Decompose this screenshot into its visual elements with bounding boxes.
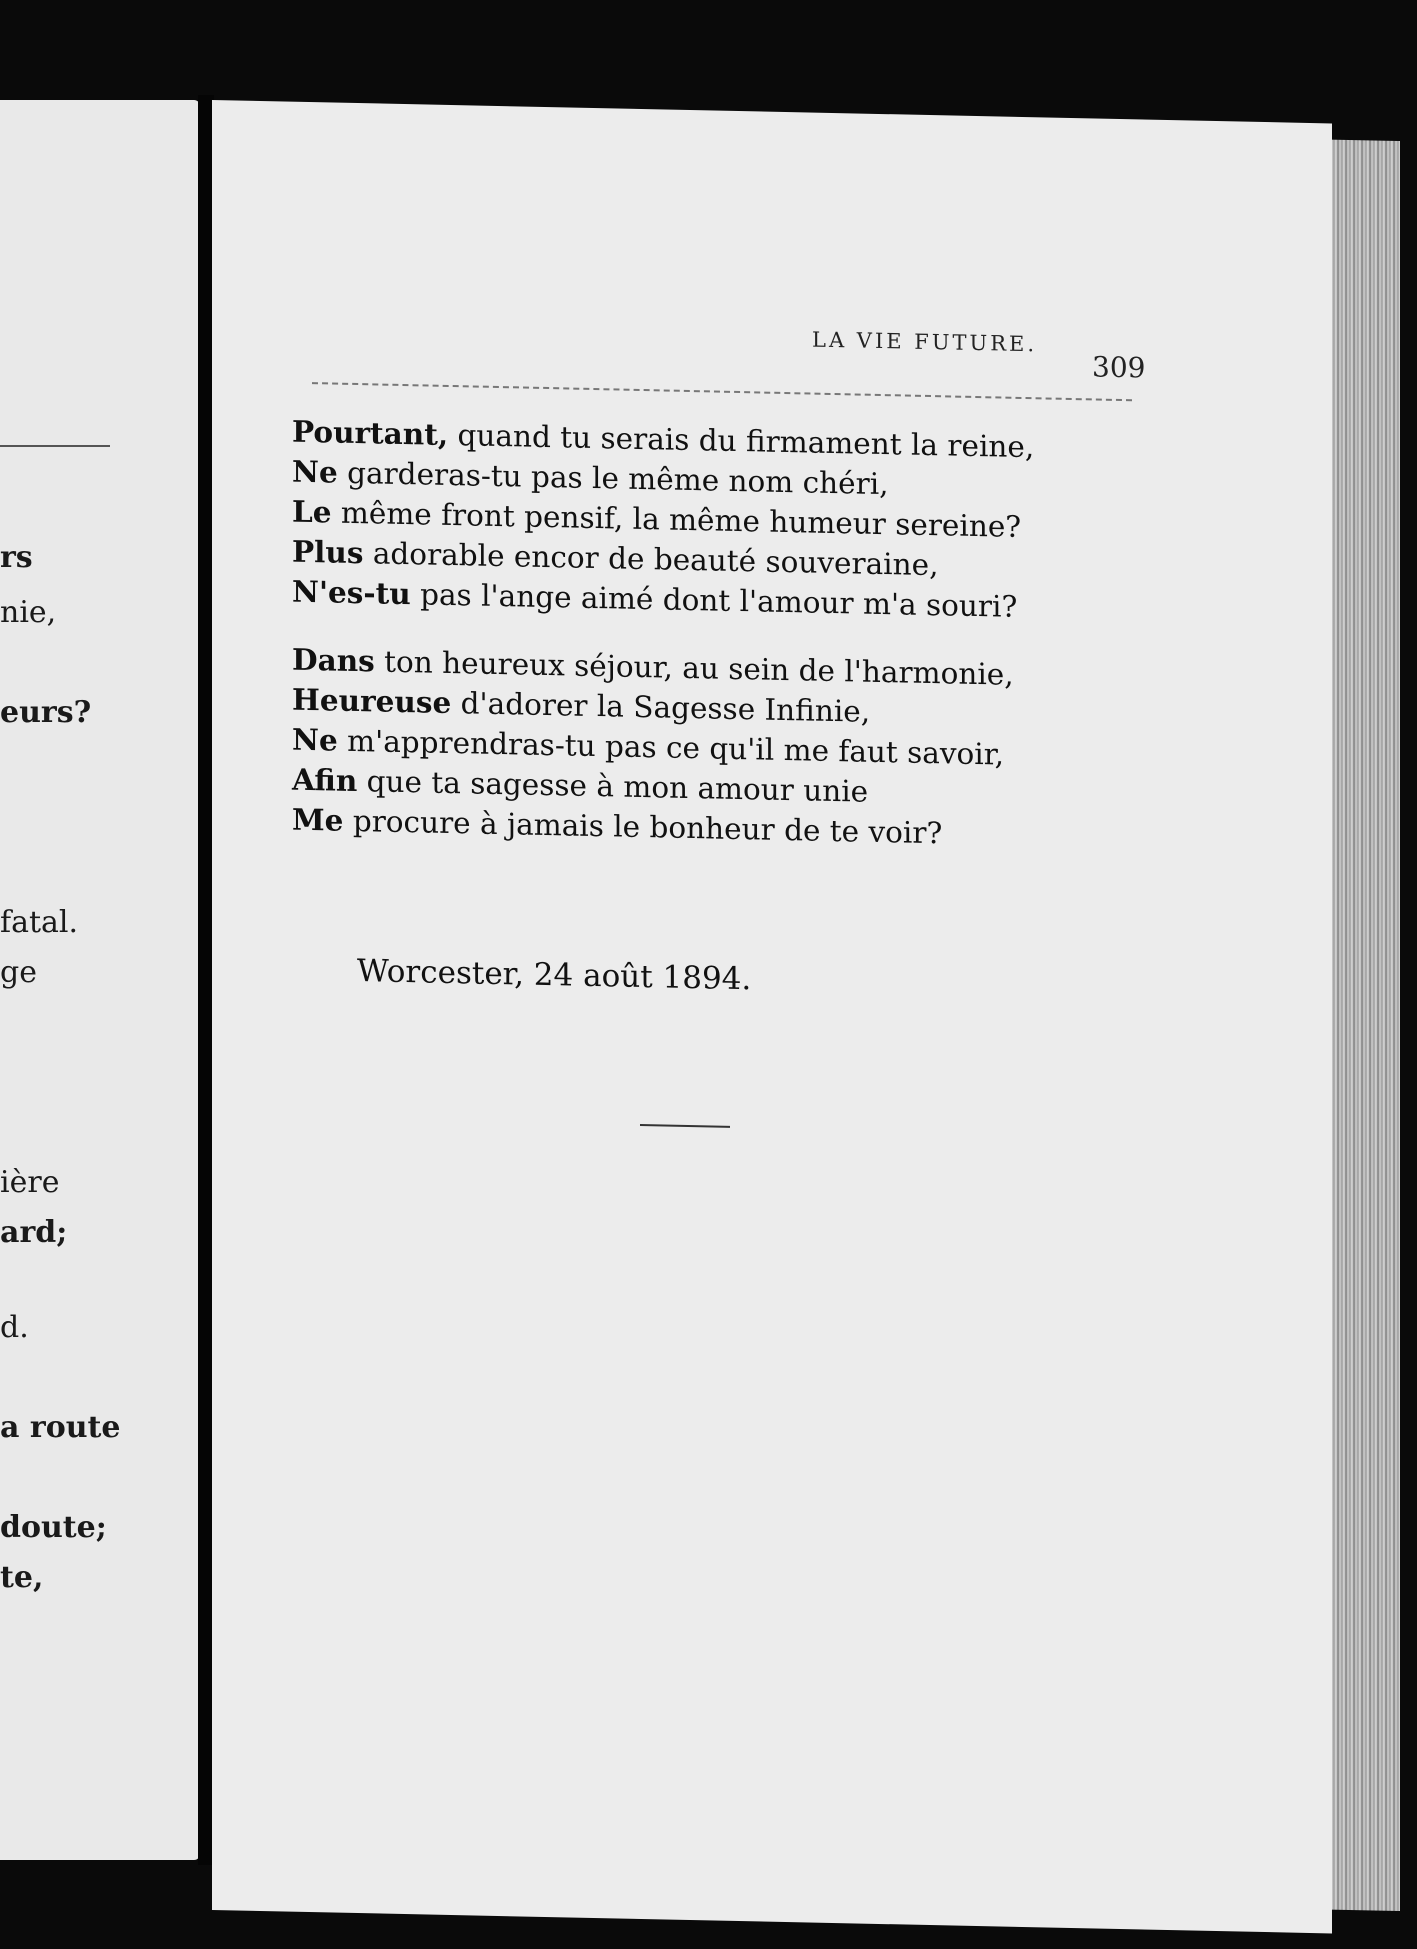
left-page-rule (0, 445, 110, 447)
poem (292, 412, 1272, 889)
left-page (0, 100, 200, 1860)
left-fragment: te, (0, 1560, 44, 1595)
left-fragment: eurs? (0, 695, 92, 730)
poem-line: Me procure à jamais le bonheur de te voir? (292, 801, 943, 851)
left-fragment: ge (0, 955, 37, 990)
poem-line: Ne m'apprendras-tu pas ce qu'il me faut savoir, (292, 721, 1004, 772)
poem-line: Pourtant, quand tu serais du firmament la reine, (292, 413, 1035, 465)
left-fragment: d. (0, 1310, 29, 1345)
poem-line: Heureuse d'adorer la Sagesse Infinie, (292, 681, 871, 729)
left-fragment: ière (0, 1165, 60, 1200)
poem-line: Dans ton heureux séjour, au sein de l'harmonie, (292, 641, 1014, 692)
end-rule (640, 1124, 730, 1128)
left-fragment: nie, (0, 595, 57, 630)
poem-line: Afin que ta sagesse à mon amour unie (292, 761, 869, 809)
left-fragment: fatal. (0, 905, 79, 940)
page-number: 309 (1092, 350, 1146, 385)
poem-line: Ne garderas-tu pas le même nom chéri, (292, 453, 889, 502)
left-fragment: rs (0, 540, 33, 575)
left-fragment: doute; (0, 1510, 107, 1545)
place-date-signature: Worcester, 24 août 1894. (357, 953, 752, 998)
poem-line: Plus adorable encor de beauté souveraine, (292, 533, 939, 583)
header-rule (312, 382, 1132, 401)
stanza (292, 412, 1272, 633)
right-page (212, 100, 1332, 1933)
poem-line: Le même front pensif, la même humeur sereine? (292, 493, 1022, 544)
left-fragment: a route (0, 1410, 121, 1445)
running-head: LA VIE FUTURE. (812, 327, 1038, 357)
poem-line: N'es-tu pas l'ange aimé dont l'amour m'a souri? (292, 573, 1018, 624)
stanza (292, 640, 1272, 861)
left-fragment: ard; (0, 1215, 68, 1250)
